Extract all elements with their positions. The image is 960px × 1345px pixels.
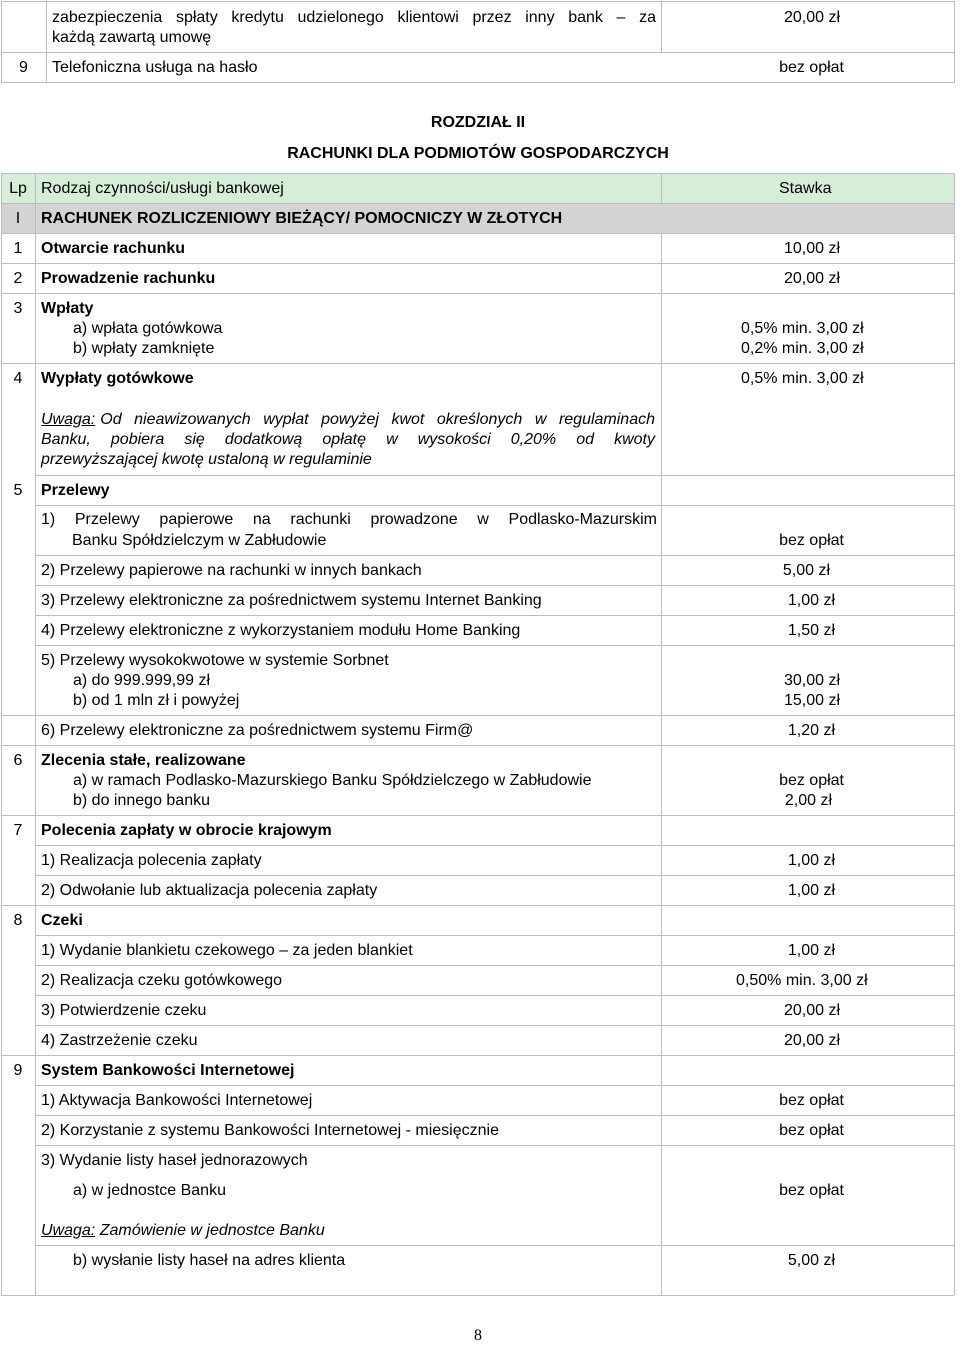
row-2-rate: 20,00 zł [783, 270, 840, 287]
row-8-lp: 8 [13, 912, 23, 929]
row-9b-sub3-a-rate: bez opłat [779, 1182, 844, 1199]
row-5-sub6: 6) Przelewy elektroniczne za pośrednictwem systemu Firm@ [41, 722, 474, 739]
row-7-text: Polecenia zapłaty w obrocie krajowym [41, 822, 332, 839]
row-9b-sub3: 3) Wydanie listy haseł jednorazowych [41, 1152, 308, 1169]
note-label: Uwaga: [41, 1222, 96, 1239]
row-5-lp: 5 [13, 482, 23, 499]
row-1-rate: 10,00 zł [783, 240, 840, 257]
note-label: Uwaga: [41, 411, 96, 428]
row-6-rate-a: bez opłat [779, 772, 844, 789]
row-5-sub3-rate: 1,00 zł [787, 592, 835, 609]
row-5-sub6-rate: 1,20 zł [787, 722, 835, 739]
row-8-text: Czeki [41, 912, 83, 929]
row-1-text: Otwarcie rachunku [41, 240, 186, 257]
row-9b-sub2-rate: bez opłat [779, 1122, 844, 1139]
row-8-sub4: 4) Zastrzeżenie czeku [41, 1032, 198, 1049]
header-service: Rodzaj czynności/usługi bankowej [41, 180, 284, 197]
row-2-text: Prowadzenie rachunku [41, 270, 216, 287]
row-8-sub2: 2) Realizacja czeku gotówkowego [41, 972, 283, 989]
top-row-text-line1: zabezpieczenia spłaty kredytu udzielonego klientowi przez inny bank – za [52, 9, 656, 26]
row-9b-note [41, 1222, 325, 1240]
row-6-item-a: a) w ramach Podlasko-Mazurskiego Banku Spółdzielczego w Zabłudowie [73, 772, 592, 789]
row-9b-sub1: 1) Aktywacja Bankowości Internetowej [41, 1092, 313, 1109]
row-6-rate-b: 2,00 zł [784, 792, 832, 809]
row-9b-sub1-rate: bez opłat [779, 1092, 844, 1109]
row-4-rate: 0,5% min. 3,00 zł [741, 370, 864, 387]
row-5-sub5-a: a) do 999.999,99 zł [73, 672, 210, 689]
row-8-sub2-rate: 0,50% min. 3,00 zł [736, 972, 868, 989]
row-5-sub5-rate-a: 30,00 zł [783, 672, 840, 689]
row-9b-lp: 9 [13, 1062, 23, 1079]
row-2-lp: 2 [13, 270, 23, 287]
row-8-sub1: 1) Wydanie blankietu czekowego – za jeden blankiet [41, 942, 413, 959]
row-7-sub1-rate: 1,00 zł [787, 852, 835, 869]
row-9-rate: bez opłat [779, 59, 844, 76]
row-7-sub2-rate: 1,00 zł [787, 882, 835, 899]
row-4-note-line1 [41, 411, 655, 429]
row-3-rate-b: 0,2% min. 3,00 zł [741, 340, 864, 357]
row-9b-sub3-b-rate: 5,00 zł [787, 1252, 835, 1269]
row-6-text: Zlecenia stałe, realizowane [41, 752, 246, 769]
row-7-sub1: 1) Realizacja polecenia zapłaty [41, 852, 262, 869]
row-3-rate-a: 0,5% min. 3,00 zł [741, 320, 864, 337]
row-8-sub4-rate: 20,00 zł [783, 1032, 840, 1049]
header-lp: Lp [9, 180, 27, 197]
row-5-sub1-line2: Banku Spółdzielczym w Zabłudowie [72, 532, 327, 549]
row-4-note-line2: Banku, pobiera się dodatkową opłatę w wysokości 0,20% od kwoty [41, 431, 655, 448]
row-5-sub5: 5) Przelewy wysokokwotowe w systemie Sorbnet [41, 652, 389, 669]
row-5-sub2-rate: 5,00 zł [782, 562, 830, 579]
row-5-sub5-rate-b: 15,00 zł [783, 692, 840, 709]
chapter-subtitle: RACHUNKI DLA PODMIOTÓW GOSPODARCZYCH [287, 145, 669, 162]
row-5-sub3: 3) Przelewy elektroniczne za pośrednictwem systemu Internet Banking [41, 592, 542, 609]
row-5-sub4: 4) Przelewy elektroniczne z wykorzystaniem modułu Home Banking [41, 622, 521, 639]
row-5-sub1-line1: 1) Przelewy papierowe na rachunki prowadzone w Podlasko-Mazurskim [41, 511, 657, 528]
row-8-sub3-rate: 20,00 zł [783, 1002, 840, 1019]
row-3-item-a: a) wpłata gotówkowa [73, 320, 223, 337]
row-3-text: Wpłaty [41, 300, 94, 317]
row-5-sub2: 2) Przelewy papierowe na rachunki w innych bankach [41, 562, 422, 579]
row-8-sub3: 3) Potwierdzenie czeku [41, 1002, 207, 1019]
row-4-lp: 4 [13, 370, 23, 387]
note-text: Od nieawizowanych wypłat powyżej kwot określonych w regulaminach [100, 411, 655, 428]
row-9b-sub3-a: a) w jednostce Banku [73, 1182, 226, 1199]
row-5-sub5-b: b) od 1 mln zł i powyżej [73, 692, 240, 709]
section-i-title: RACHUNEK ROZLICZENIOWY BIEŻĄCY/ POMOCNICZY W ZŁOTYCH [41, 210, 563, 227]
row-9b-sub2: 2) Korzystanie z systemu Bankowości Internetowej - miesięcznie [41, 1122, 499, 1139]
row-7-sub2: 2) Odwołanie lub aktualizacja polecenia zapłaty [41, 882, 378, 899]
row-8-sub1-rate: 1,00 zł [787, 942, 835, 959]
top-row-text-line2: każdą zawartą umowę [52, 29, 212, 46]
row-5-sub1-rate: bez opłat [779, 532, 844, 549]
row-9-lp: 9 [19, 59, 28, 76]
header-rate: Stawka [779, 180, 832, 197]
row-6-lp: 6 [13, 752, 23, 769]
row-4-text: Wypłaty gotówkowe [41, 370, 194, 387]
chapter-title: ROZDZIAŁ II [430, 114, 526, 131]
row-4-note-line3: przewyższającej kwotę ustaloną w regulaminie [41, 451, 372, 468]
row-6-item-b: b) do innego banku [73, 792, 210, 809]
row-3-item-b: b) wpłaty zamknięte [73, 340, 215, 357]
row-7-lp: 7 [13, 822, 23, 839]
note-text: Zamówienie w jednostce Banku [99, 1222, 325, 1239]
row-9b-text: System Bankowości Internetowej [41, 1062, 295, 1079]
section-i-lp: I [15, 210, 21, 227]
page-number: 8 [474, 1327, 482, 1344]
row-9-text: Telefoniczna usługa na hasło [52, 59, 258, 76]
row-5-sub4-rate: 1,50 zł [787, 622, 835, 639]
row-1-lp: 1 [13, 240, 23, 257]
row-3-lp: 3 [13, 300, 23, 317]
row-9b-sub3-b: b) wysłanie listy haseł na adres klienta [73, 1252, 346, 1269]
row-5-text: Przelewy [41, 482, 110, 499]
top-row-rate: 20,00 zł [783, 9, 840, 26]
